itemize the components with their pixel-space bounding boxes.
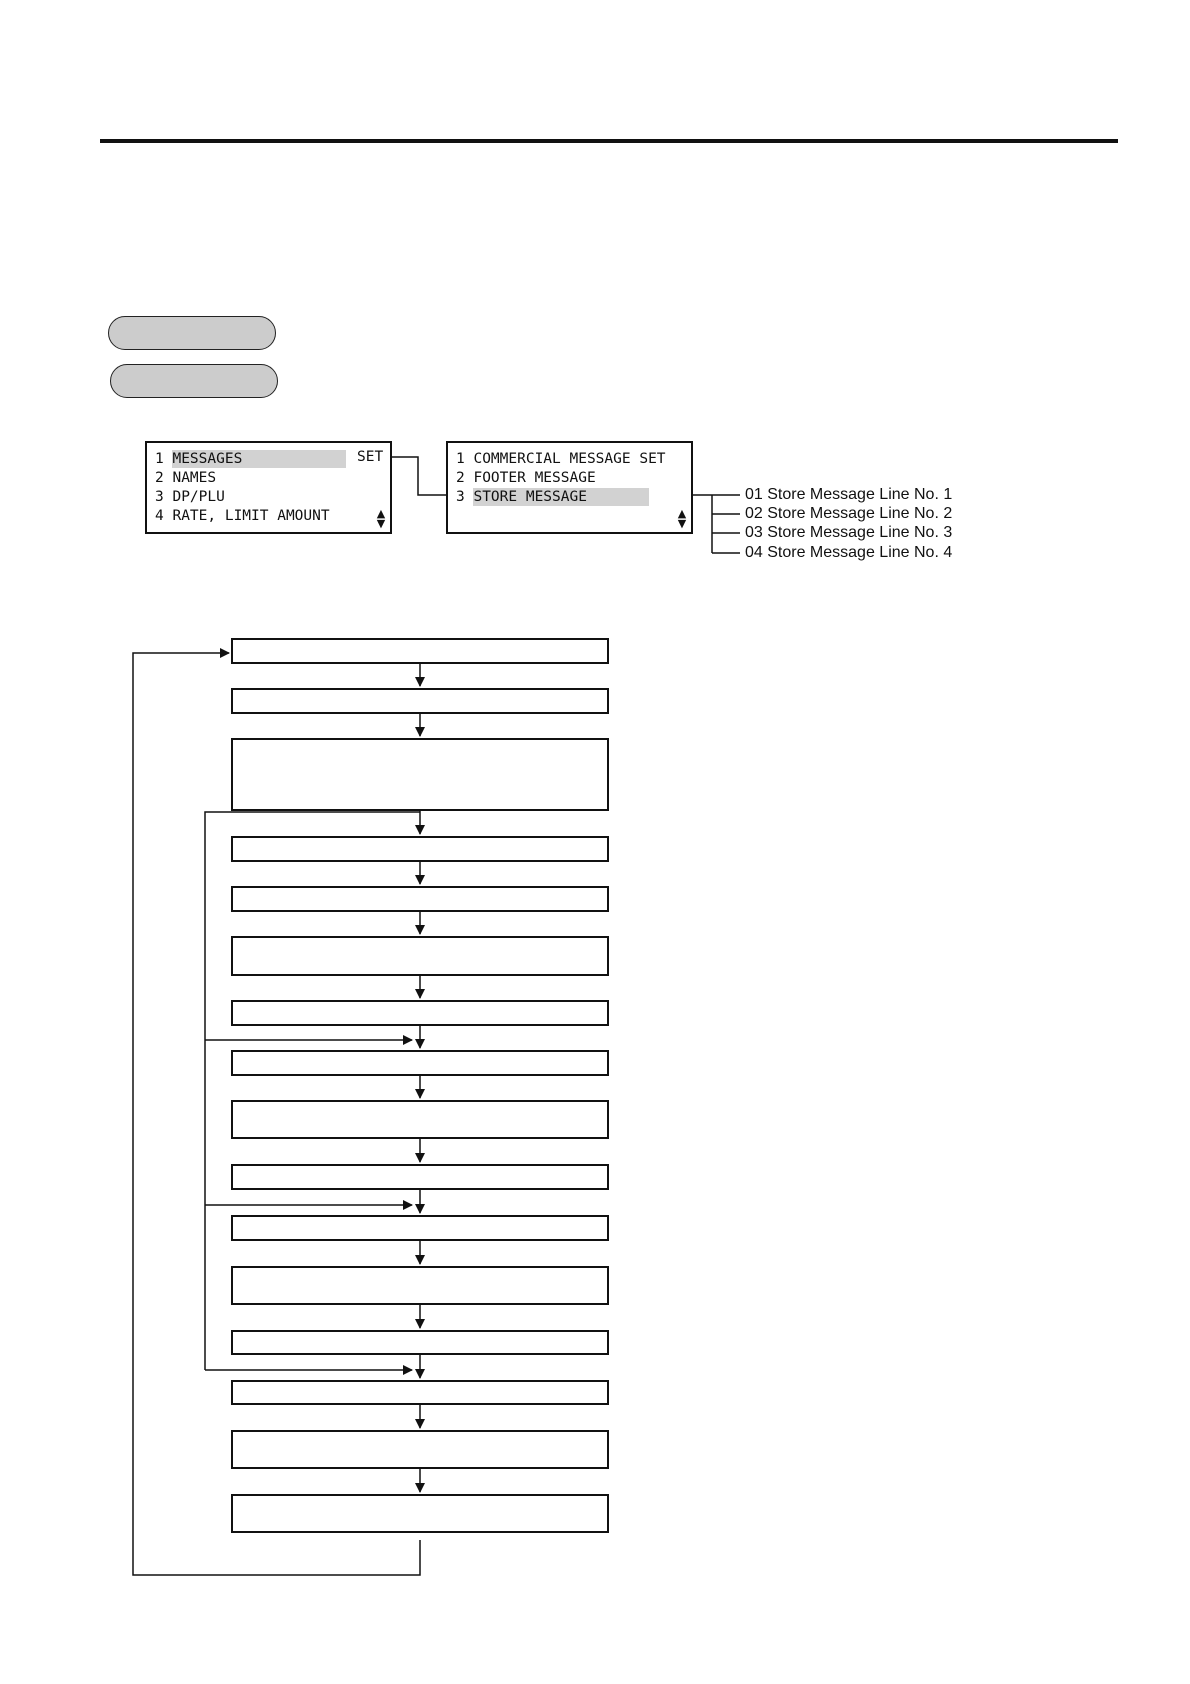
flow-step (231, 688, 609, 714)
menu2-item-commercial-message[interactable]: 1 COMMERCIAL MESSAGE SET (456, 451, 666, 467)
scroll-arrows-icon: ▲ ▼ (376, 507, 386, 530)
flow-step (231, 1266, 609, 1305)
menu2-item-footer-message[interactable]: 2 FOOTER MESSAGE (456, 470, 596, 486)
flow-step (231, 1215, 609, 1241)
store-message-line-1: 01 Store Message Line No. 1 (745, 486, 953, 503)
flow-step (231, 1164, 609, 1190)
store-message-line-3: 03 Store Message Line No. 3 (745, 524, 953, 541)
menu1-item-names[interactable]: 2 NAMES (155, 470, 217, 486)
menu1-item-rate-limit[interactable]: 4 RATE, LIMIT AMOUNT (155, 508, 330, 524)
flow-step (231, 638, 609, 664)
flow-step (231, 1050, 609, 1076)
flow-step (231, 1494, 609, 1533)
flow-step (231, 738, 609, 811)
menu1-item-messages[interactable]: 1 MESSAGES (155, 450, 346, 468)
flow-step (231, 1430, 609, 1469)
flow-step (231, 936, 609, 976)
flow-step (231, 1380, 609, 1405)
store-message-line-2: 02 Store Message Line No. 2 (745, 505, 953, 522)
flow-step (231, 1000, 609, 1026)
set-label: SET (357, 449, 384, 465)
store-message-line-4: 04 Store Message Line No. 4 (745, 544, 953, 561)
menu-screen-1 (145, 441, 392, 534)
menu1-item-dp-plu[interactable]: 3 DP/PLU (155, 489, 225, 505)
flow-step (231, 1330, 609, 1355)
scroll-arrows-icon: ▲ ▼ (677, 507, 687, 530)
menu2-item-store-message[interactable]: 3 STORE MESSAGE (456, 488, 649, 506)
flow-step (231, 836, 609, 862)
flow-step (231, 886, 609, 912)
menu-screen-2 (446, 441, 693, 534)
flow-step (231, 1100, 609, 1139)
